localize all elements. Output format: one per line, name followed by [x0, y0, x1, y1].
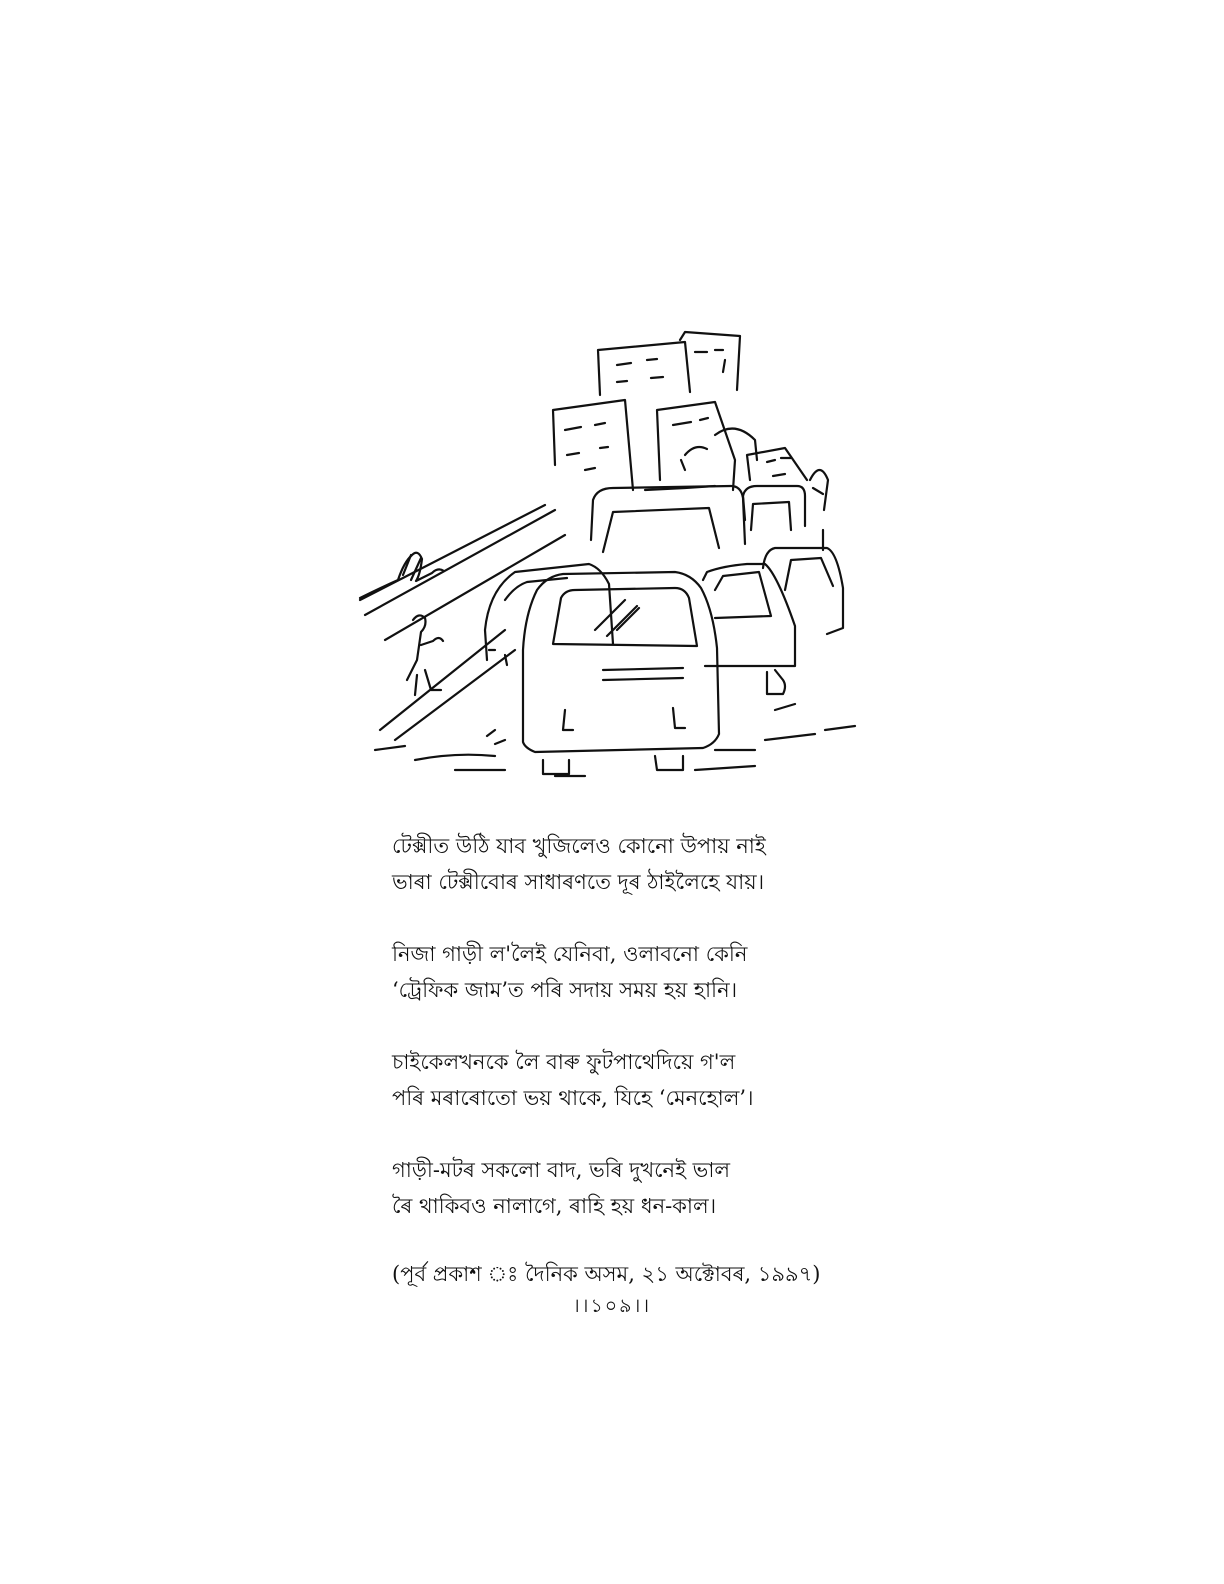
poem-line: টেক্সীত উঠি যাব খুজিলেও কোনো উপায় নাই: [392, 834, 766, 858]
poem-line: ‘ট্রেফিক জাম’ত পৰি সদায় সময় হয় হানি।: [392, 978, 738, 1002]
page-number: ।।১০৯।।: [572, 1295, 652, 1317]
stanza-2: [392, 936, 852, 1008]
poem-line: গাড়ী-মটৰ সকলো বাদ, ভৰি দুখনেই ভাল: [392, 1158, 731, 1182]
poem-line: নিজা গাড়ী ল'লৈই যেনিবা, ওলাবনো কেনি: [392, 942, 748, 966]
poem-line: ৰৈ থাকিবও নালাগে, ৰাহি হয় ধন-কাল।: [392, 1194, 717, 1218]
publication-source: (পূৰ্ব প্ৰকাশ ঃ দৈনিক অসম, ২১ অক্টোবৰ, ১৯৯৭): [392, 1262, 821, 1286]
traffic-jam-sketch-icon: [355, 330, 865, 780]
poem-line: পৰি মৰাৰোতো ভয় থাকে, যিহে ‘মেনহোল’।: [392, 1086, 754, 1110]
poem: [392, 828, 852, 1292]
poem-line: ভাৰা টেক্সীবোৰ সাধাৰণতে দূৰ ঠাইলৈহে যায়।: [392, 870, 765, 894]
stanza-1: [392, 828, 852, 900]
poem-line: চাইকেলখনকে লৈ বাৰু ফুটপাথেদিয়ে গ'ল: [392, 1050, 736, 1074]
stanza-3: [392, 1044, 852, 1116]
traffic-jam-illustration: [355, 330, 865, 780]
stanza-4: [392, 1152, 852, 1224]
